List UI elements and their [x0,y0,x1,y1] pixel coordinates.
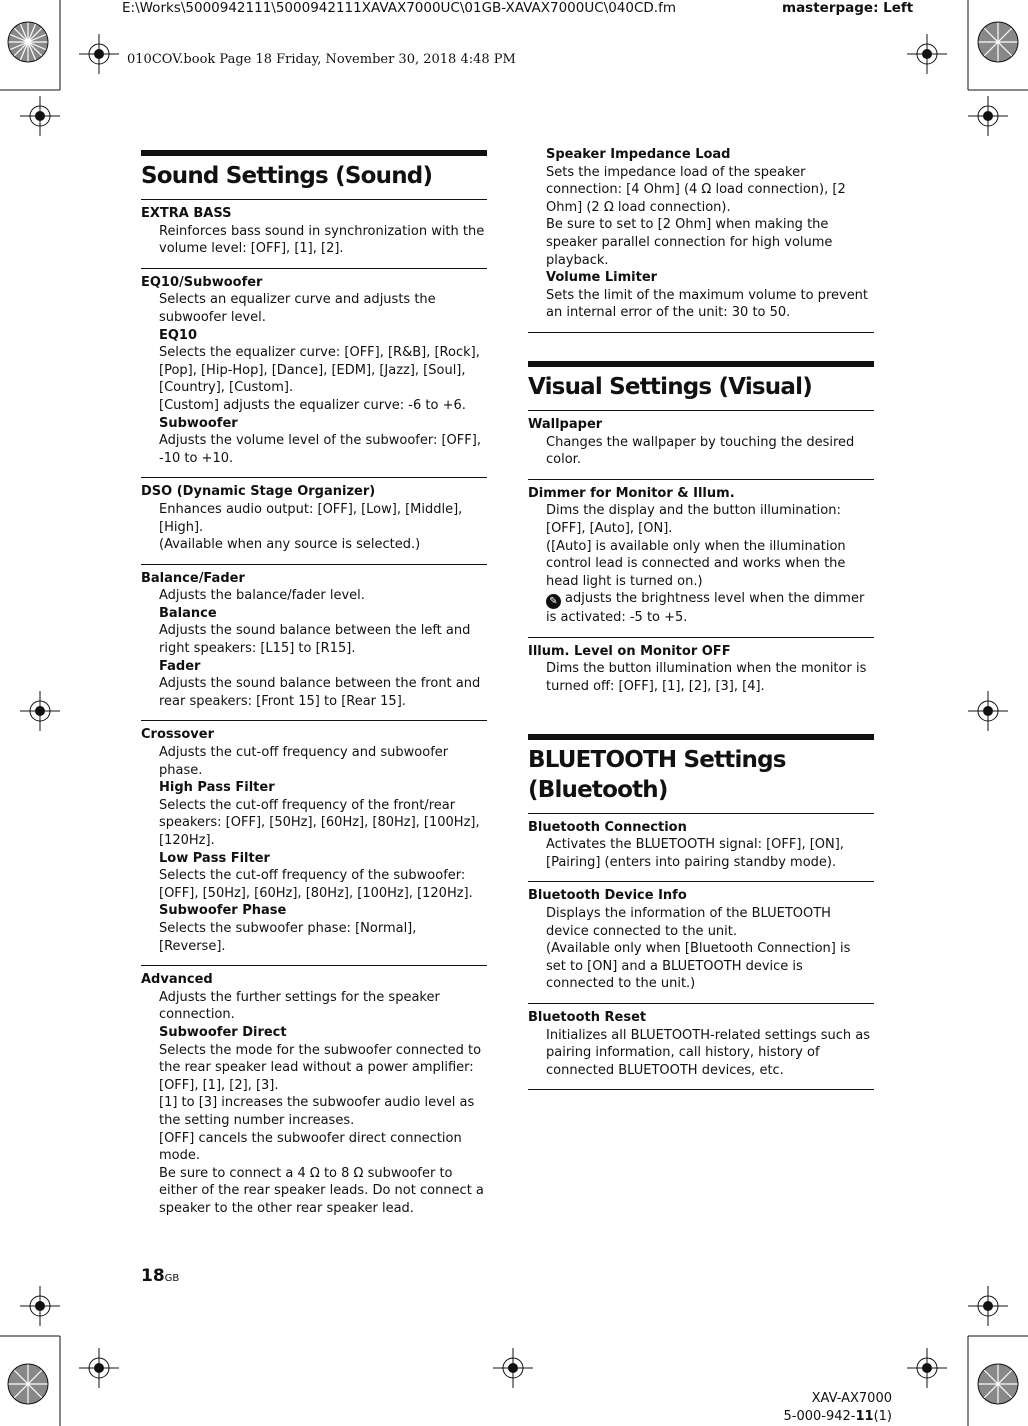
file-path: E:\Works\5000942111\5000942111XAVAX7000UC\01GB-XAVAX7000UC\040CD.fm [122,0,676,16]
setting-desc: Adjusts the balance/fader level. [159,588,365,604]
registration-wheel-icon [976,20,1020,64]
setting-wallpaper [528,410,874,479]
setting-dso [141,477,487,563]
section-title-bluetooth: BLUETOOTH Settings (Bluetooth) [528,734,874,813]
subsetting-desc: [Custom] adjusts the equalizer curve: -6 to +6. [159,397,466,413]
section-title-visual: Visual Settings (Visual) [528,361,874,410]
setting-name: Bluetooth Reset [528,1010,647,1025]
setting-name: Wallpaper [528,416,603,432]
subsetting-desc: Adjusts the sound balance between the left and right speakers: [L15] to [R15]. [159,623,471,657]
crosshair-icon [968,1286,1008,1326]
subsetting-desc: Selects the subwoofer phase: [Normal], [Reverse]. [159,920,417,954]
setting-note: ([Auto] is available only when the illumination control lead is connected and works when the head light is turned on.) [546,538,846,589]
subsetting-desc: Be sure to set to [2 Ohm] when making the speaker parallel connection for high volume playback. [546,217,833,268]
setting-name: Dimmer for Monitor & Illum. [528,485,735,501]
page-number [141,1266,179,1286]
setting-desc: Selects an equalizer curve and adjusts the subwoofer level. [159,292,436,325]
setting-name: EXTRA BASS [141,206,232,221]
setting-desc: Initializes all BLUETOOTH-related settings such as pairing information, call history, history of connected BLUETOOTH devices, etc. [546,1027,871,1078]
subsetting-desc: Sets the limit of the maximum volume to prevent an internal error of the unit: 30 to 50. [546,287,869,321]
setting-desc: Reinforces bass sound in synchronization with the volume level: [OFF], [1], [2]. [159,223,485,257]
subsetting-name: Low Pass Filter [159,850,270,866]
model-name: XAV-AX7000 [811,1391,892,1406]
subsetting-name: Volume Limiter [546,270,658,286]
setting-bt-reset [528,1003,874,1090]
setting-desc: Displays the information of the BLUETOOTH device connected to the unit. [546,906,831,939]
setting-note: (Available when any source is selected.) [159,537,421,553]
setting-advanced-continued [528,146,874,333]
page-number-suffix: GB [164,1273,180,1284]
subsetting-name: Balance [159,605,217,621]
crosshair-icon [20,691,60,731]
subsetting-desc: [1] to [3] increases the subwoofer audio level as the setting number increases. [159,1095,475,1128]
setting-desc: Dims the display and the button illumination: [OFF], [Auto], [ON]. [546,503,841,536]
setting-name: Balance/Fader [141,570,245,586]
setting-desc: Dims the button illumination when the monitor is turned off: [OFF], [1], [2], [3], [4]. [546,661,867,695]
subsetting-name: Fader [159,658,201,674]
brightness-icon: ✎ [546,594,561,609]
crosshair-icon [907,34,947,74]
setting-note: adjusts the brightness level when the dimmer is activated: -5 to +5. [546,591,865,626]
subsetting-desc: [OFF] cancels the subwoofer direct connection mode. [159,1130,462,1164]
registration-wheel-icon [6,20,50,64]
subsetting-name: High Pass Filter [159,780,275,796]
setting-dimmer [528,479,874,637]
crosshair-icon [20,96,60,136]
doc-code [784,1408,893,1426]
setting-name: Advanced [141,972,213,988]
setting-illum-level [528,637,874,706]
setting-desc: Enhances audio output: [OFF], [Low], [Middle], [High]. [159,501,463,535]
setting-name: Bluetooth Connection [528,819,687,835]
setting-advanced [141,965,487,1227]
subsetting-desc: Selects the mode for the subwoofer connected to the rear speaker lead without a power amplifier: [OFF], [1], [2], [3]. [159,1042,482,1093]
crosshair-icon [20,1286,60,1326]
setting-note-with-icon [546,590,874,627]
setting-name: EQ10/Subwoofer [141,274,263,290]
setting-extra-bass [141,199,487,268]
setting-name: Illum. Level on Monitor OFF [528,643,731,659]
setting-name: Crossover [141,727,214,743]
subsetting-desc: Adjusts the volume level of the subwoofer: [OFF], -10 to +10. [159,433,481,466]
subsetting-name: Subwoofer [159,415,238,431]
setting-bt-device-info [528,881,874,1003]
book-info: 010COV.book Page 18 Friday, November 30, 2018 4:48 PM [127,52,516,67]
setting-desc: Activates the BLUETOOTH signal: [OFF], [ON], [Pairing] (enters into pairing standby mode). [546,837,844,870]
doc-code-suffix: (1) [873,1409,892,1424]
doc-code-prefix: 5-000-942- [783,1409,856,1424]
crosshair-icon [907,1348,947,1388]
crosshair-icon [968,691,1008,731]
registration-wheel-icon [976,1362,1020,1406]
left-column [141,150,487,1227]
masterpage-label: masterpage: Left [782,0,914,16]
crosshair-icon [79,34,119,74]
setting-desc: Changes the wallpaper by touching the desired color. [546,434,855,468]
crosshair-icon [79,1348,119,1388]
right-column [528,146,874,1090]
subsetting-desc: Selects the cut-off frequency of the subwoofer: [OFF], [50Hz], [60Hz], [80Hz], [100Hz], [120Hz]. [159,868,473,901]
subsetting-desc: Be sure to connect a 4 Ω to 8 Ω subwoofer to either of the rear speaker leads. Do not connect a speaker to the other rear speaker lead. [159,1165,484,1216]
doc-code-bold: 11 [855,1409,874,1424]
subsetting-desc: Selects the cut-off frequency of the front/rear speakers: [OFF], [50Hz], [60Hz], [80Hz], [100Hz], [120Hz]. [159,797,480,848]
subsetting-name: EQ10 [159,327,198,343]
subsetting-name: Subwoofer Phase [159,903,287,919]
setting-crossover [141,720,487,965]
footer [784,1390,893,1426]
subsetting-name: Subwoofer Direct [159,1024,287,1040]
subsetting-desc: Sets the impedance load of the speaker connection: [4 Ohm] (4 Ω load connection), [2 Ohm] (2 Ω load connection). [546,164,846,215]
setting-name: DSO (Dynamic Stage Organizer) [141,484,376,500]
setting-eq10-subwoofer [141,268,487,478]
subsetting-desc: Selects the equalizer curve: [OFF], [R&B], [Rock], [Pop], [Hip-Hop], [Dance], [EDM], [Jazz], [Soul], [Country], [Custom]. [159,345,480,396]
setting-note: (Available only when [Bluetooth Connection] is set to [ON] and a BLUETOOTH device is connected to the unit.) [546,941,851,992]
crosshair-icon [493,1348,533,1388]
setting-name: Bluetooth Device Info [528,888,687,904]
setting-desc: Adjusts the cut-off frequency and subwoofer phase. [159,745,449,778]
setting-balance-fader [141,564,487,721]
setting-desc: Adjusts the further settings for the speaker connection. [159,989,440,1023]
registration-wheel-icon [6,1362,50,1406]
page-number-value: 18 [141,1266,165,1286]
crosshair-icon [968,96,1008,136]
subsetting-name: Speaker Impedance Load [546,147,731,162]
setting-bt-connection [528,813,874,882]
subsetting-desc: Adjusts the sound balance between the front and rear speakers: [Front 15] to [Rear 15]. [159,676,481,709]
section-title-sound: Sound Settings (Sound) [141,150,487,199]
